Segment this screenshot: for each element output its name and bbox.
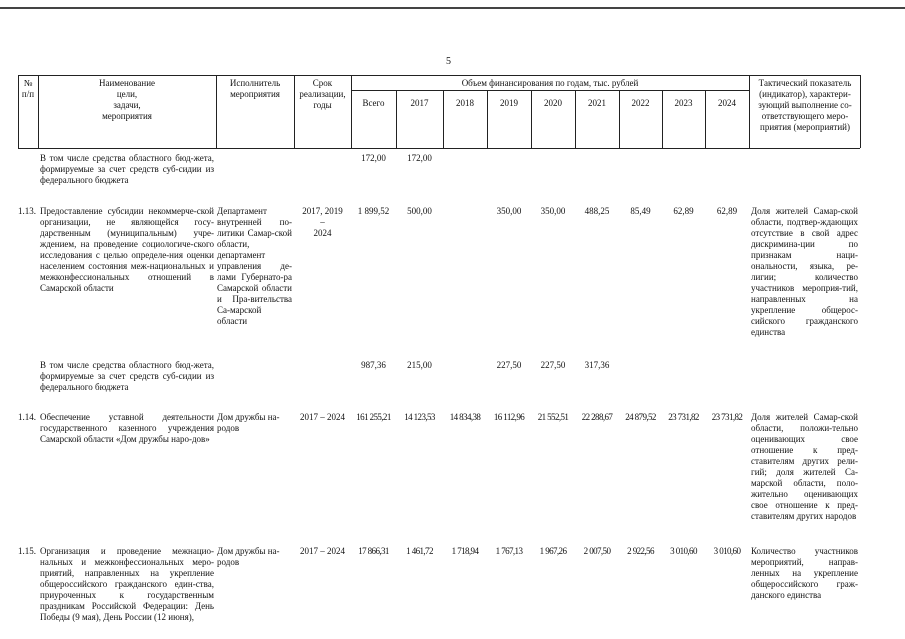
scan-top-border [0,7,905,9]
row-number: 1.13. [18,206,36,216]
row-value-2017: 215,00 [407,360,432,370]
row-number: 1.14. [18,412,36,422]
row-indicator: Доля жителей Самар-ской области, подтвер-ждающих отсутствие в свой адрес дискримина-ции по признакам наци-ональности, языка, ре-лигии; количество участников мероприя-тий, направленных на укрепление общерос-сийского гражданского единства [751,206,858,337]
row-value-2017: 172,00 [407,153,432,163]
row-executor: Дом дружбы на-родов [217,412,280,433]
header-col-executor: Исполнитель мероприятия [229,78,281,99]
header-top-line [18,75,860,76]
row-value-2023: 62,89 [673,206,694,216]
header-bottom-line [18,148,860,149]
row-term: 2017, 2019 – 2024 [302,206,343,238]
row-name: Предоставление субсидии некоммерче-ской организации, не являющейся госу-дарственным (муниципальным) учре-ждением, на проведение социологиче-ского исследования с целью определе-ния оценки населением состояния меж-национальных и межконфессиональных отношений в Самарской области [40,206,214,293]
row-value-2021: 2 007,50 [583,546,611,556]
row-executor: Дом дружбы на-родов [217,546,280,567]
header-col-number: № п/п [21,78,35,99]
header-col-year: 2022 [631,98,650,108]
header-col-financing: Объем финансирования по годам, тыс. рублей [461,78,639,88]
row-name: В том числе средства областного бюд-жета, формируемые за счет средств суб-сидии из федерального бюджета [40,153,214,185]
row-total: 161 255,21 [356,412,391,422]
row-value-2020: 21 552,51 [537,412,569,422]
row-number: 1.15. [18,546,36,556]
row-value-2017: 500,00 [407,206,432,216]
row-value-2023: 3 010,60 [670,546,697,556]
row-name: Обеспечение уставной деятельности государственного казенного учреждения Самарской области «Дом дружбы наро-дов» [40,412,214,444]
row-indicator: Доля жителей Самар-ской области, положи-тельно оценивающих свое отношение к пред-ставителям других рели-гий; доля жителей Са-марской области, поло-жительно оценивающих свое отношение к пред-ставителям других народов [751,412,858,521]
row-value-2017: 1 461,72 [406,546,433,556]
header-col-year: 2023 [674,98,693,108]
row-name: В том числе средства областного бюд-жета, формируемые за счет средств суб-сидии из федерального бюджета [40,360,214,392]
row-value-2020: 1 967,26 [539,546,567,556]
header-col-year: 2018 [456,98,474,108]
row-value-2022: 85,49 [630,206,651,216]
row-value-2018: 14 834,38 [449,412,481,422]
row-executor: Департамент внутренней по-литики Самар-ской области, департамент управления де-лами Губернато-ра Самарской области и Пра-вительства Са-марской области [217,206,292,326]
row-name: Организация и проведение межнацио-нальных и межконфессиональных меро-приятий, направленных на укрепление общероссийского гражданского един-ства, приуроченных к государственным праздникам Российской Федерации: День Победы (9 мая), День России (12 июня), [40,546,214,622]
header-col-year: 2019 [500,98,518,108]
row-indicator: Количество участников мероприятий, направ-ленных на укрепление общероссийского граж-данского единства [751,546,858,600]
row-term: 2017 – 2024 [300,412,345,422]
header-col-year: 2021 [588,98,606,108]
header-col-year: 2020 [544,98,562,108]
row-total: 172,00 [361,153,386,163]
header-col-year: 2024 [718,98,736,108]
row-value-2021: 22 288,67 [581,412,613,422]
row-value-2020: 350,00 [540,206,566,216]
header-col-term: Срок реализации, годы [299,78,346,110]
row-value-2018: 1 718,94 [451,546,479,556]
row-total: 1 899,52 [357,206,390,216]
row-value-2022: 2 922,56 [627,546,654,556]
row-term: 2017 – 2024 [300,546,345,556]
row-value-2019: 1 767,13 [495,546,523,556]
row-value-2021: 488,25 [584,206,610,216]
row-value-2020: 227,50 [540,360,566,370]
header-col-total: Всего [362,98,385,108]
row-value-2024: 3 010,60 [713,546,741,556]
row-value-2019: 16 112,96 [493,412,525,422]
row-value-2019: 227,50 [496,360,522,370]
row-value-2024: 23 731,82 [711,412,743,422]
header-col-indicator: Тактический показатель (индикатор), характери-зующий выполнение со-ответствующего меро-приятия (мероприятий) [758,78,852,132]
page-number: 5 [446,56,451,67]
row-total: 987,36 [361,360,386,370]
row-total: 17 866,31 [358,546,389,556]
row-value-2019: 350,00 [496,206,522,216]
col-line [860,75,861,148]
col-line [749,75,750,148]
row-value-2024: 62,89 [716,206,738,216]
header-col-name: Наименование цели, задачи, мероприятия [98,78,156,121]
row-value-2022: 24 879,52 [625,412,656,422]
row-value-2021: 317,36 [584,360,610,370]
header-col-year: 2017 [410,98,429,108]
row-value-2017: 14 123,53 [404,412,435,422]
header-mid-line [351,90,749,91]
row-value-2023: 23 731,82 [668,412,699,422]
